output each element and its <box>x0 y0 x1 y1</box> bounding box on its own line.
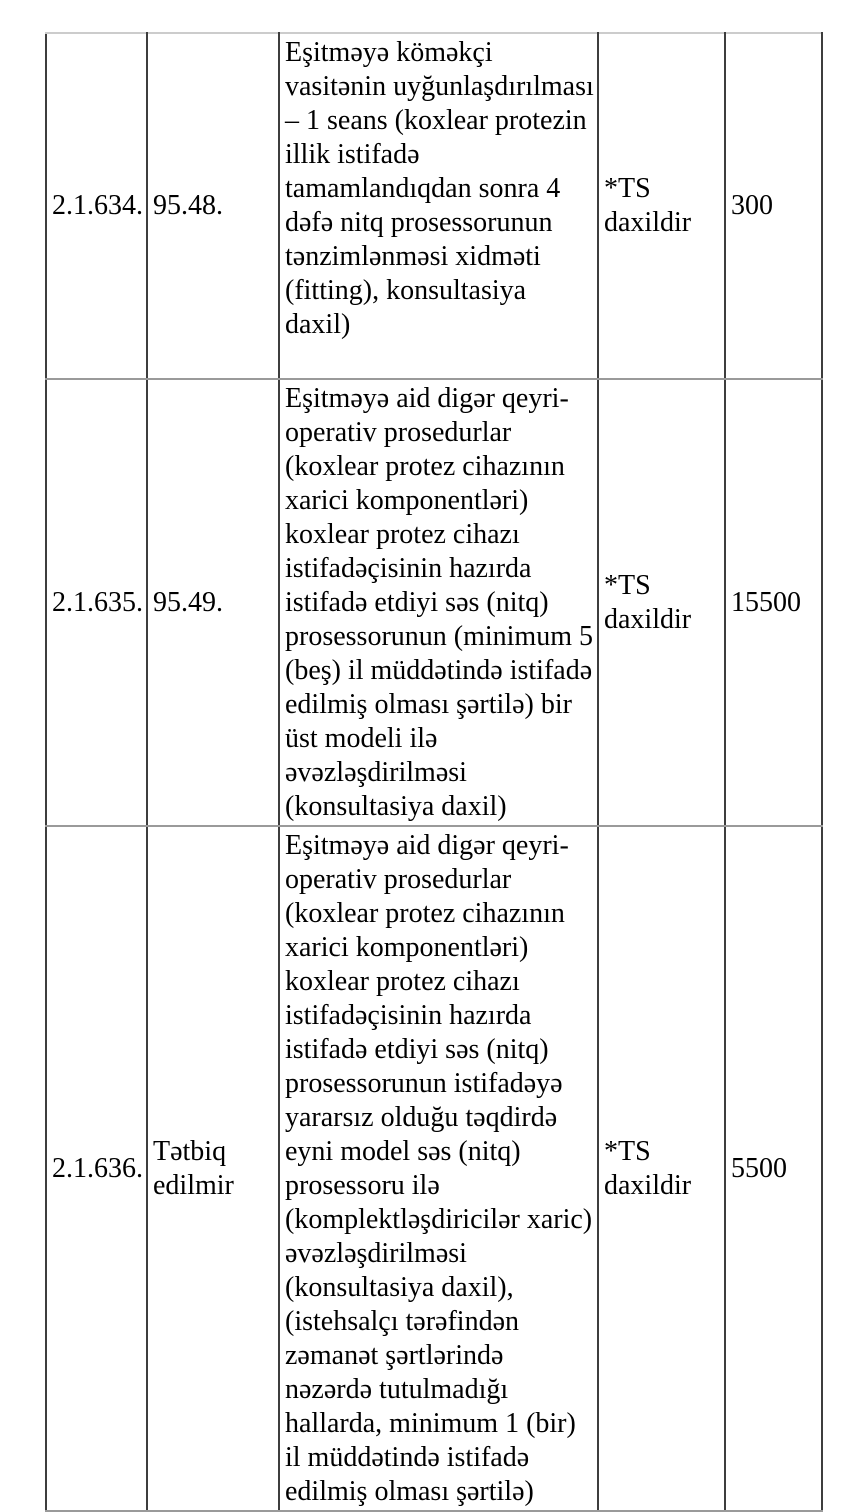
row3-note: *TS daxildir <box>598 826 725 1511</box>
row2-code: 2.1.635. <box>46 379 147 826</box>
row1-code: 2.1.634. <box>46 33 147 379</box>
services-price-table <box>45 32 823 1512</box>
row3-service-code: Tətbiq edilmir <box>147 826 279 1511</box>
table-row <box>46 379 822 826</box>
row2-price: 15500 <box>725 379 822 826</box>
row1-note: *TS daxildir <box>598 33 725 379</box>
row3-code: 2.1.636. <box>46 826 147 1511</box>
row2-description: Eşitməyə aid digər qeyri-operativ prosedurlar (koxlear protez cihazının xarici komponentləri) koxlear protez cihazı istifadəçisinin hazırda istifadə etdiyi səs (nitq) prosessorunun (minimum 5 (beş) il müddətində istifadə edilmiş olması şərtilə) bir üst modeli ilə əvəzləşdirilməsi (konsultasiya daxil) <box>279 379 598 826</box>
row2-note: *TS daxildir <box>598 379 725 826</box>
row1-service-code: 95.48. <box>147 33 279 379</box>
row2-service-code: 95.49. <box>147 379 279 826</box>
row1-price: 300 <box>725 33 822 379</box>
row1-description: Eşitməyə köməkçi vasitənin uyğunlaşdırılması – 1 seans (koxlear protezin illik istifadə tamamlandıqdan sonra 4 dəfə nitq prosessorunun tənzimlənməsi xidməti (fitting), konsultasiya daxil) <box>279 33 598 379</box>
row3-price: 5500 <box>725 826 822 1511</box>
row3-description: Eşitməyə aid digər qeyri-operativ prosedurlar (koxlear protez cihazının xarici komponentləri) koxlear protez cihazı istifadəçisinin hazırda istifadə etdiyi səs (nitq) prosessorunun istifadəyə yararsız olduğu təqdirdə eyni model səs (nitq) prosessoru ilə (komplektləşdiricilər xaric) əvəzləşdirilməsi (konsultasiya daxil), (istehsalçı tərəfindən zəmanət şərtlərində nəzərdə tutulmadığı hallarda, minimum 1 (bir) il müddətində istifadə edilmiş olması şərtilə) <box>279 826 598 1511</box>
table-row <box>46 826 822 1511</box>
table-row <box>46 33 822 379</box>
